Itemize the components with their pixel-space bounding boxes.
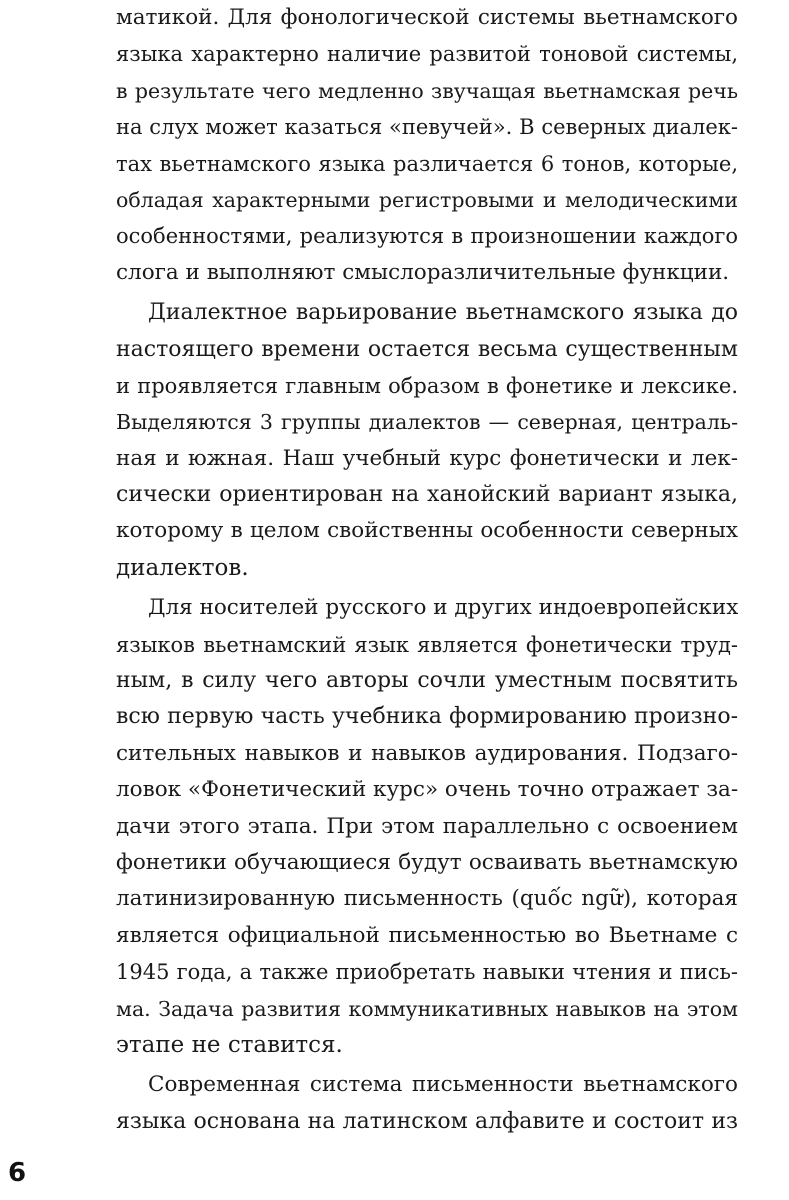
text-line: этапе не ставится. (116, 1031, 343, 1058)
text-line: ловок «Фонетический курс» очень точно отражает за- (116, 777, 738, 803)
text-line: которому в целом свойственны особенности северных (116, 518, 738, 544)
paragraph-2 (116, 295, 738, 586)
text-line: Для носителей русского и других индоевропейских (148, 595, 738, 621)
text-line: Диалектное варьирование вьетнамского языка до (148, 300, 738, 326)
text-line: матикой. Для фонологической системы вьетнамского (116, 5, 738, 30)
text-line: на слух может казаться «певучей». В северных диалек- (116, 115, 738, 140)
text-line: фонетики обучающиеся будут осваивать вьетнамскую (116, 849, 738, 875)
text-line: тах вьетнамского языка различается 6 тонов, которые, (116, 151, 738, 176)
paragraph-1 (116, 0, 738, 291)
text-line: языка характерно наличие развитой тоновой системы, (116, 42, 738, 67)
text-line: всю первую часть учебника формированию произно- (116, 704, 738, 730)
text-line: является официальной письменностью во Вьетнаме с (116, 922, 738, 948)
body-text (116, 0, 738, 1140)
text-line: сически ориентирован на ханойский вариант языка, (116, 482, 738, 508)
paragraph-3 (116, 590, 738, 1063)
text-line: 1945 года, а также приобретать навыки чтения и пись- (116, 960, 738, 985)
text-line: дачи этого этапа. При этом параллельно с освоением (116, 813, 738, 839)
page-number: 6 (8, 1158, 27, 1188)
text-line: обладая характерными регистровыми и мелодическими (116, 187, 738, 212)
text-line: Выделяются 3 группы диалектов — северная, централь- (116, 410, 738, 435)
text-line: особенностями, реализуются в произношении каждого (116, 224, 738, 249)
text-line: латинизированную письменность (quốc ngữ), которая (116, 886, 738, 912)
text-line: языков вьетнамский язык является фонетически труд- (116, 632, 738, 657)
text-line: и проявляется главным образом в фонетике и лексике. (116, 373, 738, 398)
text-line: слога и выполняют смыслоразличительные функции. (116, 259, 730, 285)
text-line: языка основана на латинском алфавите и состоит из (116, 1108, 738, 1134)
text-line: диалектов. (116, 554, 249, 581)
text-line: ма. Задача развития коммуникативных навыков на этом (116, 996, 738, 1021)
text-line: в результате чего медленно звучащая вьетнамская речь (116, 78, 738, 103)
text-line: ная и южная. Наш учебный курс фонетически и лек- (116, 445, 738, 471)
text-line: ным, в силу чего авторы сочли уместным посвятить (116, 668, 738, 694)
text-line: настоящего времени остается весьма существенным (116, 336, 738, 362)
text-line: сительных навыков и навыков аудирования. Подзаго- (116, 740, 738, 766)
text-line: Современная система письменности вьетнамского (148, 1072, 738, 1098)
paragraph-4 (116, 1067, 738, 1140)
